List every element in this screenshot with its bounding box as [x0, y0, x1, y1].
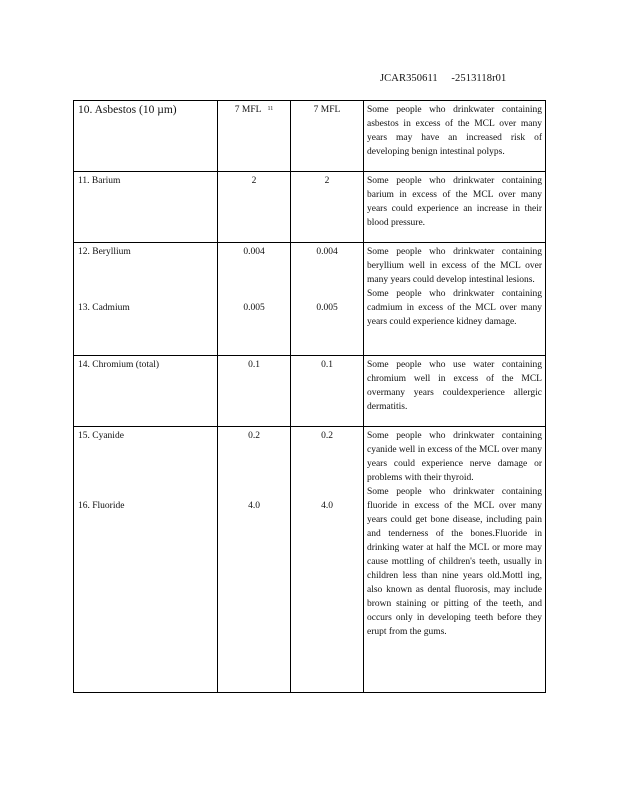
- health-effect: Some people who drinkwater containing cyanide well in excess of the MCL over many years could experience nerve damage or problems with their thyroid.: [367, 431, 542, 483]
- contaminant-name: 13. Cadmium: [78, 303, 130, 313]
- footnote-ref: 11: [267, 106, 274, 112]
- mcl-value: 0.1: [321, 360, 333, 370]
- table-row: [74, 172, 546, 243]
- health-effect-cell: [364, 243, 546, 356]
- health-effect-cell: [364, 101, 546, 172]
- mcl-value: 0.005: [316, 303, 338, 313]
- mcl-value: 7 MFL: [313, 105, 341, 115]
- mcl-value: 0.004: [316, 247, 338, 257]
- mclg-cell: [218, 172, 291, 243]
- health-effect-cell: [364, 172, 546, 243]
- mclg-value: 0.2: [248, 431, 260, 441]
- health-effect-cell: [364, 427, 546, 693]
- contaminant-table: [73, 100, 546, 693]
- contaminant-name: 11. Barium: [78, 176, 121, 186]
- table-row: [74, 101, 546, 172]
- contaminant-name-cell: [74, 243, 218, 356]
- mcl-cell: [291, 356, 364, 427]
- document-revision: -2513118r01: [451, 73, 507, 84]
- contaminant-name: 16. Fluoride: [78, 501, 125, 511]
- health-effect: Some people who drinkwater containing asbestos in excess of the MCL over many years may have an increased risk of developing benign intestinal polyps.: [367, 105, 542, 157]
- contaminant-name-cell: [74, 356, 218, 427]
- health-effect: Some people who drinkwater containing beryllium well in excess of the MCL over many years could develop intestinal lesions.: [367, 247, 542, 285]
- mcl-cell: [291, 101, 364, 172]
- mcl-value: 2: [324, 176, 330, 186]
- contaminant-name-cell: [74, 172, 218, 243]
- mcl-value: 0.2: [321, 431, 333, 441]
- contaminant-name: 14. Chromium (total): [78, 360, 160, 370]
- contaminant-name-cell: [74, 427, 218, 693]
- mclg-value: 0.004: [243, 247, 265, 257]
- mclg-cell: [218, 427, 291, 693]
- mclg-value: 4.0: [248, 501, 260, 511]
- document-id: JCAR350611: [380, 73, 438, 84]
- mclg-value: 7 MFL: [234, 105, 262, 115]
- mcl-value: 4.0: [321, 501, 333, 511]
- contaminant-name: 12. Beryllium: [78, 247, 131, 257]
- mclg-value: 2: [251, 176, 257, 186]
- mclg-cell: [218, 101, 291, 172]
- mcl-cell: [291, 172, 364, 243]
- mcl-cell: [291, 243, 364, 356]
- contaminant-name-cell: [74, 101, 218, 172]
- health-effect-cell: [364, 356, 546, 427]
- mclg-value: 0.005: [243, 303, 265, 313]
- mclg-cell: [218, 356, 291, 427]
- contaminant-name: 10. Asbestos (10 µm): [78, 104, 177, 116]
- contaminant-name: 15. Cyanide: [78, 431, 124, 441]
- health-effect: Some people who drinkwater containing barium in excess of the MCL over many years could experience an increase in their blood pressure.: [367, 176, 542, 228]
- mclg-value: 0.1: [248, 360, 260, 370]
- health-effect: Some people who drinkwater containing cadmium in excess of the MCL over many years could experience kidney damage.: [367, 289, 542, 327]
- table-row: [74, 356, 546, 427]
- table-row: [74, 427, 546, 693]
- mcl-cell: [291, 427, 364, 693]
- health-effect: Some people who use water containing chromium well in excess of the MCL overmany years couldexperience allergic dermatitis.: [367, 360, 542, 412]
- mclg-cell: [218, 243, 291, 356]
- health-effect: Some people who drinkwater containing fluoride in excess of the MCL over many years could get bone disease, including pain and tenderness of the bones.Fluoride in drinking water at half the MCL or more may cause mottling of children's teeth, usually in children less than nine years old.Mottl ing, also known as dental fluorosis, may include brown staining or pitting of the teeth, and occurs only in developing teeth before they erupt from the gums.: [367, 487, 542, 637]
- table-row: [74, 243, 546, 356]
- document-header: [380, 73, 506, 84]
